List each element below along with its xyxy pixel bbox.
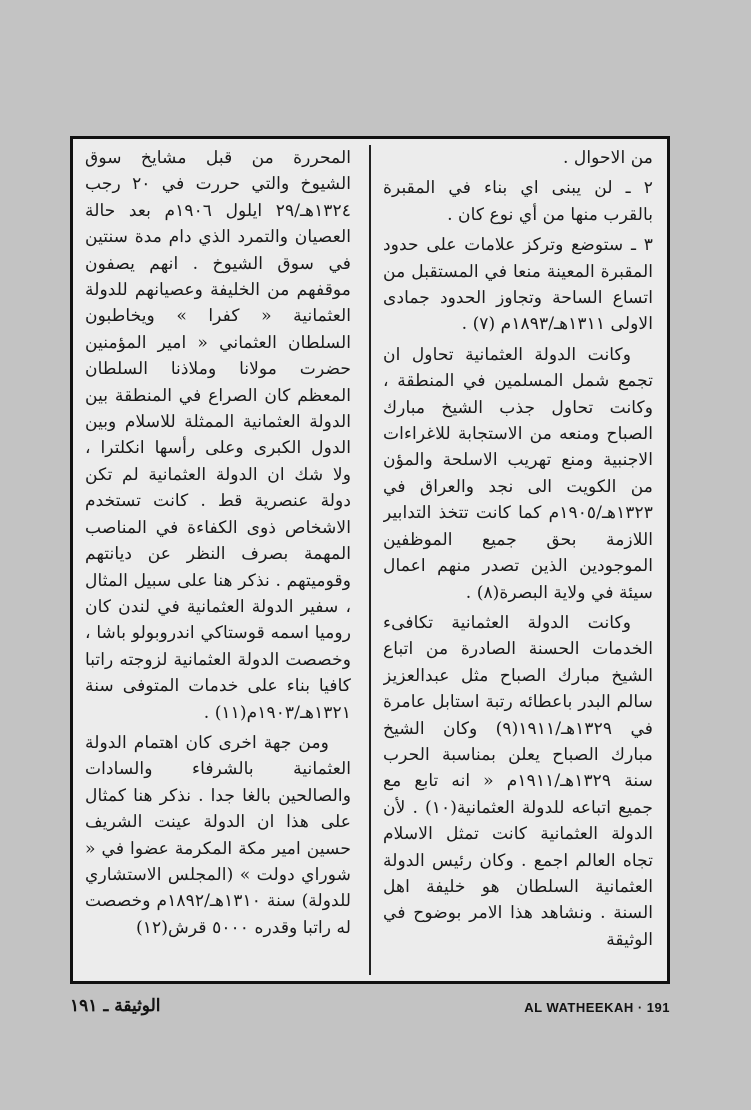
paragraph: وكانت الدولة العثمانية تحاول ان تجمع شمل المسلمين في المنطقة ، وكانت تحاول جذب الشيخ مبارك الصباح ومنعه من الاستجابة للاغراءات الاجنبية ومنع تهريب الاسلحة والمؤن من الكويت الى نجد والعراق في ١٣٢٣هـ/١٩٠٥م كما كانت تتخذ التدابير اللازمة بحق جميع الموظفين الموجودين الذين تصدر منهم اعمال سيئة في ولاية البصرة(٨) .: [383, 344, 653, 603]
paragraph: وكانت الدولة العثمانية تكافىء الخدمات الحسنة الصادرة من اتباع الشيخ مبارك الصباح مثل عبدالعزيز سالم البدر باعطائه رتبة استابل عامرة في ١٣٢٩هـ/١٩١١(٩) وكان الشيخ مبارك الصباح يعلن بمناسبة الحرب سنة ١٣٢٩هـ/١٩١١م « انه تابع مع جميع اتباعه للدولة العثمانية(١٠) . لأن الدولة العثمانية كانت تمثل الاسلام تجاه العالم اجمع . وكان رئيس الدولة العثمانية السلطان هو خليفة اهل السنة . ونشاهد هذا الامر بوضوح في الوثيقة: [383, 612, 653, 950]
list-item: ٢ ـ لن يبنى اي بناء في المقبرة بالقرب منها من أي نوع كان .: [383, 178, 653, 225]
paragraph: من الاحوال .: [562, 148, 653, 168]
footer-journal-page-number: AL WATHEEKAH · 191: [524, 1000, 670, 1015]
column-divider: [369, 145, 371, 975]
list-item: ٣ ـ ستوضع وتركز علامات على حدود المقبرة المعينة منعا في المستقبل من اتساع الساحة وتجاوز الحدود جمادى الاولى ١٣١١هـ/١٨٩٣م (٧) .: [383, 235, 653, 335]
right-column: [383, 145, 653, 975]
paragraph: المحررة من قبل مشايخ سوق الشيوخ والتي حررت في ٢٠ رجب ١٣٢٤هـ/٢٩ ايلول ١٩٠٦م بعد حالة العصيان والتمرد الذي دام مدة سنتين في سوق الشيوخ . انهم يصفون موقفهم من الخليفة وعصيانهم للدولة العثمانية « كفرا » ويخاطبون السلطان العثماني « امير المؤمنين حضرت مولانا وملاذنا السلطان المعظم كان الصراع في المنطقة بين الدولة العثمانية الممثلة للاسلام وبين الدول الكبرى وعلى رأسها انكلترا ، ولا شك ان الدولة العثمانية لم تكن دولة عنصرية قط . كانت تستخدم الاشخاص ذوى الكفاءة في المناصب المهمة بصرف النظر عن ديانتهم وقوميتهم . نذكر هنا على سبيل المثال ، سفير الدولة العثمانية في لندن كان روميا اسمه قوستاكي اندروبولو باشا ، وخصصت الدولة العثمانية لزوجته راتبا كافيا بناء على خدمات المتوفى سنة ١٣٢١هـ/١٩٠٣م(١١) .: [85, 148, 351, 723]
left-column: [85, 145, 351, 975]
page-footer: [70, 994, 670, 1024]
paragraph: ومن جهة اخرى كان اهتمام الدولة العثمانية بالشرفاء والسادات والصالحين بالغا جدا . نذكر هنا كمثال على هذا ان الدولة عينت الشريف حسين امير مكة المكرمة عضوا في « شوراي دولت » (المجلس الاستشاري للدولة) سنة ١٣١٠هـ/١٨٩٢م وخصصت له راتبا وقدره ٥٠٠٠ قرش(١٢): [85, 732, 351, 938]
footer-arabic-page-number: الوثيقة ـ ١٩١: [70, 996, 161, 1016]
article-frame: [70, 136, 670, 984]
